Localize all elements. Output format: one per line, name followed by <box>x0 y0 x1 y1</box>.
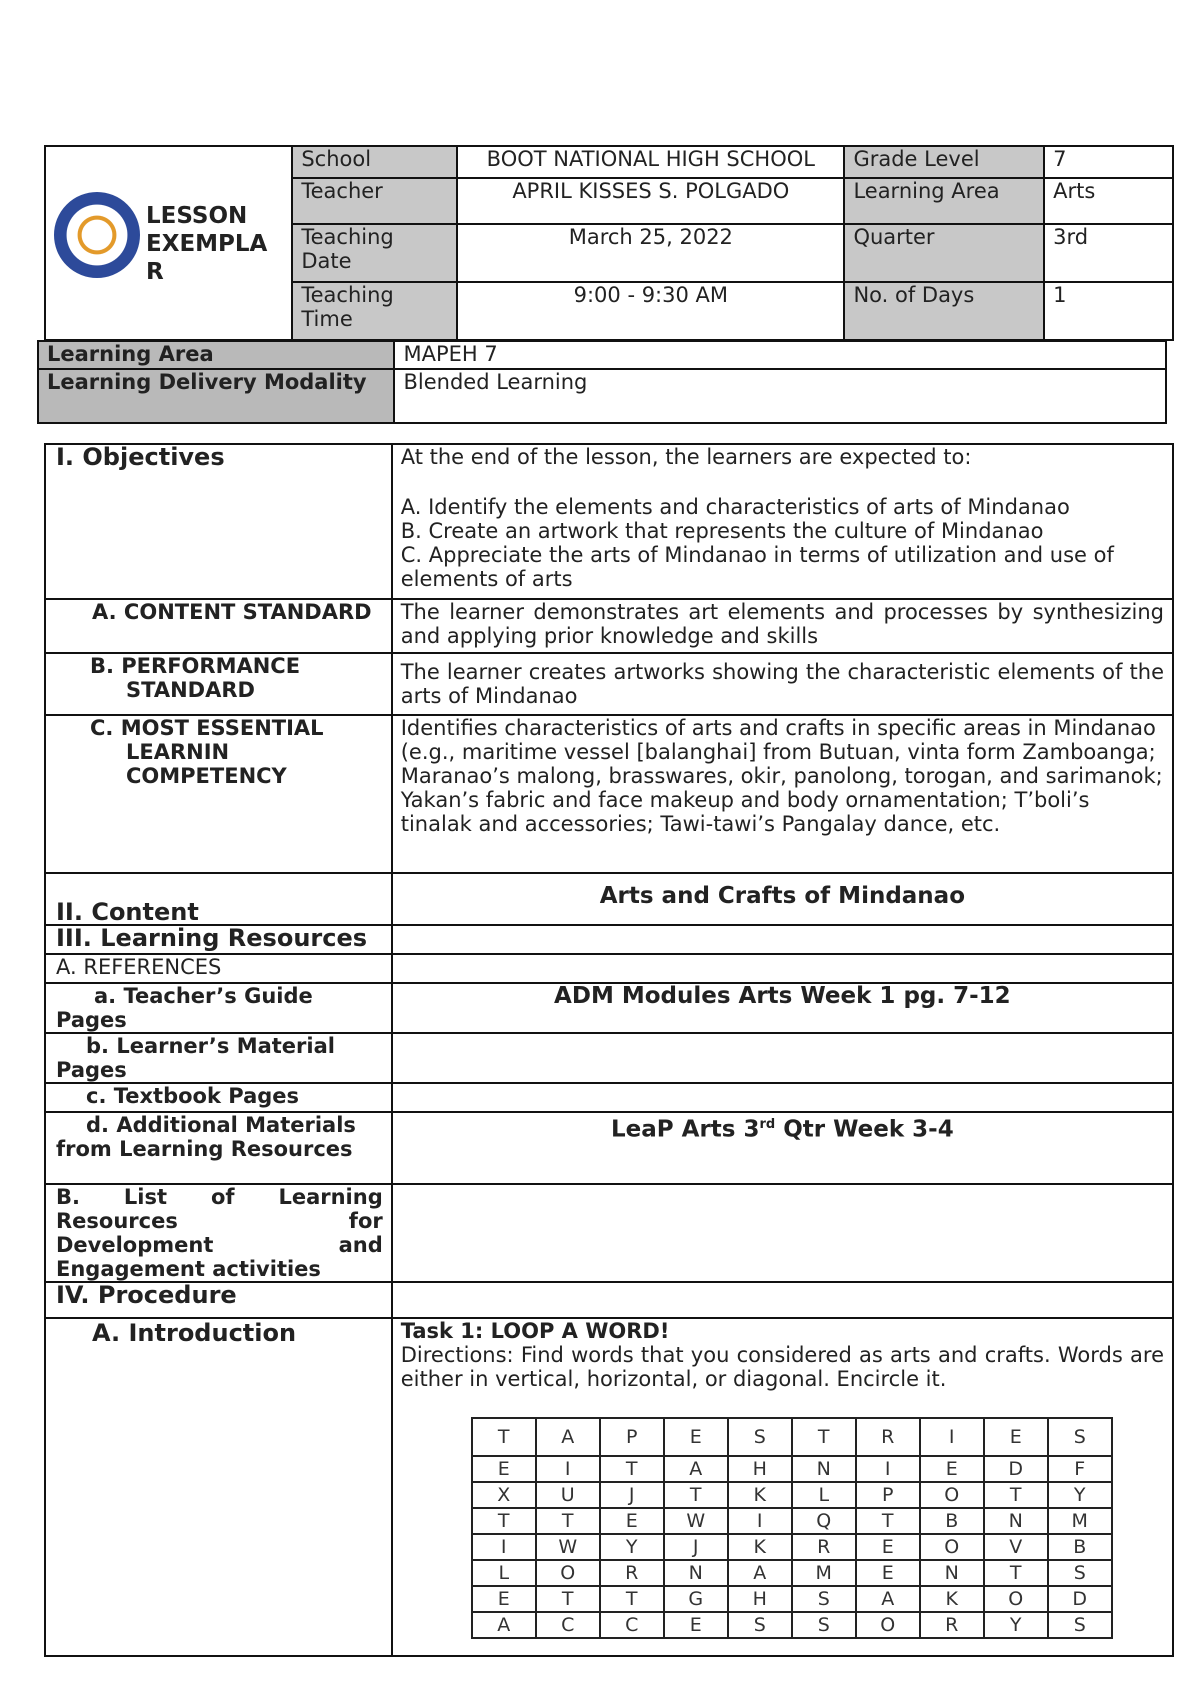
grid-cell: B <box>1048 1534 1112 1560</box>
grid-cell: R <box>920 1612 984 1638</box>
grid-cell: X <box>472 1482 536 1508</box>
grid-cell: G <box>664 1586 728 1612</box>
grid-cell: A <box>472 1612 536 1638</box>
grid-cell: E <box>920 1456 984 1482</box>
days-value: 1 <box>1044 282 1173 340</box>
grid-cell: M <box>792 1560 856 1586</box>
teaching-date-value: March 25, 2022 <box>457 224 844 282</box>
grid-cell: S <box>728 1612 792 1638</box>
grid-cell: P <box>600 1418 664 1456</box>
grid-cell: I <box>728 1508 792 1534</box>
grid-cell: S <box>1048 1418 1112 1456</box>
grid-cell: E <box>984 1418 1048 1456</box>
textbook-label: c. Textbook Pages <box>45 1083 392 1112</box>
grid-cell: K <box>920 1586 984 1612</box>
grid-cell: S <box>792 1612 856 1638</box>
introduction-label: A. Introduction <box>45 1318 392 1656</box>
teacher-guide-value: ADM Modules Arts Week 1 pg. 7-12 <box>392 983 1173 1033</box>
objectives-cell <box>392 444 1173 599</box>
list-resources-label: B. List of Learning Resources for Development and Engagement activities <box>45 1184 392 1282</box>
grid-cell: A <box>536 1418 600 1456</box>
additional-materials-label: d. Additional Materials from Learning Resources <box>45 1112 392 1184</box>
grid-row <box>472 1612 1112 1638</box>
grid-cell: S <box>1048 1560 1112 1586</box>
competency-label: C. MOST ESSENTIAL LEARNIN COMPETENCY <box>45 715 392 873</box>
grid-cell: E <box>600 1508 664 1534</box>
grid-cell: N <box>664 1560 728 1586</box>
modality-label: Learning Delivery Modality <box>38 369 394 423</box>
objectives-label: I. Objectives <box>45 444 392 599</box>
grid-cell: A <box>664 1456 728 1482</box>
grid-cell: S <box>1048 1612 1112 1638</box>
modality-value: Blended Learning <box>394 369 1166 423</box>
grid-cell: N <box>920 1560 984 1586</box>
grid-cell: E <box>472 1586 536 1612</box>
grid-cell: T <box>600 1456 664 1482</box>
task-directions: Directions: Find words that you considered as arts and crafts. Words are either in vertical, horizontal, or diagonal. Encircle it. <box>400 1343 1164 1391</box>
grid-cell: O <box>984 1586 1048 1612</box>
objectives-intro: At the end of the lesson, the learners are expected to: <box>400 445 972 469</box>
grade-level-value: 7 <box>1044 146 1173 178</box>
grid-cell: R <box>856 1418 920 1456</box>
grid-cell: S <box>792 1586 856 1612</box>
grid-cell: U <box>536 1482 600 1508</box>
grid-cell: T <box>792 1418 856 1456</box>
grid-cell: B <box>920 1508 984 1534</box>
objective-c: C. Appreciate the arts of Mindanao in terms of utilization and use of elements of arts <box>400 543 1114 591</box>
grid-cell: E <box>856 1534 920 1560</box>
logo-cell <box>45 146 292 340</box>
word-search-grid <box>471 1417 1113 1639</box>
grid-cell: H <box>728 1586 792 1612</box>
grid-cell: T <box>472 1508 536 1534</box>
grid-cell: W <box>536 1534 600 1560</box>
grid-cell: W <box>664 1508 728 1534</box>
grid-cell: T <box>536 1586 600 1612</box>
grid-cell: R <box>600 1560 664 1586</box>
grid-cell: R <box>792 1534 856 1560</box>
grid-cell: O <box>920 1534 984 1560</box>
grid-cell: J <box>664 1534 728 1560</box>
grid-cell: Y <box>984 1612 1048 1638</box>
grid-row <box>472 1586 1112 1612</box>
grid-cell: I <box>536 1456 600 1482</box>
grid-cell: Q <box>792 1508 856 1534</box>
grid-cell: E <box>664 1418 728 1456</box>
grid-row <box>472 1560 1112 1586</box>
grid-cell: E <box>664 1612 728 1638</box>
grid-cell: S <box>728 1418 792 1456</box>
quarter-label: Quarter <box>844 224 1044 282</box>
content-standard-value: The learner demonstrates art elements and processes by synthesizing and applying prior knowledge and skills <box>392 599 1173 653</box>
area-table <box>37 340 1167 424</box>
quarter-value: 3rd <box>1044 224 1173 282</box>
grid-cell: K <box>728 1534 792 1560</box>
grid-cell: Y <box>600 1534 664 1560</box>
grid-row <box>472 1508 1112 1534</box>
grid-row <box>472 1482 1112 1508</box>
grid-cell: F <box>1048 1456 1112 1482</box>
grid-cell: T <box>664 1482 728 1508</box>
school-seal-icon <box>54 192 140 278</box>
grid-cell: T <box>984 1482 1048 1508</box>
objective-b: B. Create an artwork that represents the culture of Mindanao <box>400 519 1044 543</box>
grid-cell: A <box>728 1560 792 1586</box>
grid-cell: E <box>856 1560 920 1586</box>
grid-row <box>472 1418 1112 1456</box>
content-label: II. Content <box>45 873 392 925</box>
grid-cell: I <box>920 1418 984 1456</box>
grid-cell: M <box>1048 1508 1112 1534</box>
grid-cell: K <box>728 1482 792 1508</box>
teacher-value: APRIL KISSES S. POLGADO <box>457 178 844 224</box>
header-table <box>44 145 1174 341</box>
grid-cell: T <box>984 1560 1048 1586</box>
grid-cell: O <box>536 1560 600 1586</box>
resources-label: III. Learning Resources <box>45 925 392 954</box>
area-learning-area-label: Learning Area <box>38 341 394 369</box>
grid-cell: L <box>472 1560 536 1586</box>
grid-row <box>472 1456 1112 1482</box>
grid-cell: O <box>920 1482 984 1508</box>
learning-area-value: Arts <box>1044 178 1173 224</box>
content-standard-label: A. CONTENT STANDARD <box>45 599 392 653</box>
grid-cell: I <box>472 1534 536 1560</box>
references-label: A. REFERENCES <box>45 954 392 983</box>
grid-cell: C <box>600 1612 664 1638</box>
grid-cell: L <box>792 1482 856 1508</box>
grid-cell: N <box>792 1456 856 1482</box>
lesson-table <box>44 443 1174 1657</box>
school-label: School <box>292 146 457 178</box>
days-label: No. of Days <box>844 282 1044 340</box>
introduction-cell <box>392 1318 1173 1656</box>
grid-cell: D <box>984 1456 1048 1482</box>
grid-cell: H <box>728 1456 792 1482</box>
grid-cell: Y <box>1048 1482 1112 1508</box>
objective-a: A. Identify the elements and characteristics of arts of Mindanao <box>400 495 1070 519</box>
performance-standard-value: The learner creates artworks showing the characteristic elements of the arts of Mindanao <box>392 653 1173 715</box>
grid-cell: A <box>856 1586 920 1612</box>
grid-cell: T <box>472 1418 536 1456</box>
teaching-date-label: Teaching Date <box>292 224 457 282</box>
grid-cell: N <box>984 1508 1048 1534</box>
lesson-exemplar-title: LESSON EXEMPLA R <box>146 203 268 285</box>
teacher-guide-label: a. Teacher’s Guide Pages <box>45 983 392 1033</box>
area-learning-area-value: MAPEH 7 <box>394 341 1166 369</box>
school-value: BOOT NATIONAL HIGH SCHOOL <box>457 146 844 178</box>
additional-materials-value: LeaP Arts 3rd Qtr Week 3-4 <box>392 1112 1173 1184</box>
learning-area-label: Learning Area <box>844 178 1044 224</box>
teacher-label: Teacher <box>292 178 457 224</box>
grid-cell: D <box>1048 1586 1112 1612</box>
grid-cell: C <box>536 1612 600 1638</box>
performance-standard-label: B. PERFORMANCE STANDARD <box>45 653 392 715</box>
grid-cell: V <box>984 1534 1048 1560</box>
grid-cell: E <box>472 1456 536 1482</box>
grid-cell: T <box>536 1508 600 1534</box>
grade-level-label: Grade Level <box>844 146 1044 178</box>
grid-cell: T <box>856 1508 920 1534</box>
procedure-label: IV. Procedure <box>45 1282 392 1318</box>
grid-cell: I <box>856 1456 920 1482</box>
learner-material-label: b. Learner’s Material Pages <box>45 1033 392 1083</box>
teaching-time-label: Teaching Time <box>292 282 457 340</box>
grid-row <box>472 1534 1112 1560</box>
task-title: Task 1: LOOP A WORD! <box>400 1319 670 1343</box>
grid-cell: O <box>856 1612 920 1638</box>
grid-cell: J <box>600 1482 664 1508</box>
competency-value: Identifies characteristics of arts and crafts in specific areas in Mindanao (e.g., maritime vessel [balanghai] from Butuan, vinta form Zamboanga; Maranao’s malong, brasswares, okir, panolong, torogan, and sarimanok; Yakan’s fabric and face makeup and body ornamentation; T’boli’s tinalak and accessories; Tawi-tawi’s Pangalay dance, etc. <box>392 715 1173 873</box>
grid-cell: T <box>600 1586 664 1612</box>
teaching-time-value: 9:00 - 9:30 AM <box>457 282 844 340</box>
content-value: Arts and Crafts of Mindanao <box>392 873 1173 925</box>
grid-cell: P <box>856 1482 920 1508</box>
